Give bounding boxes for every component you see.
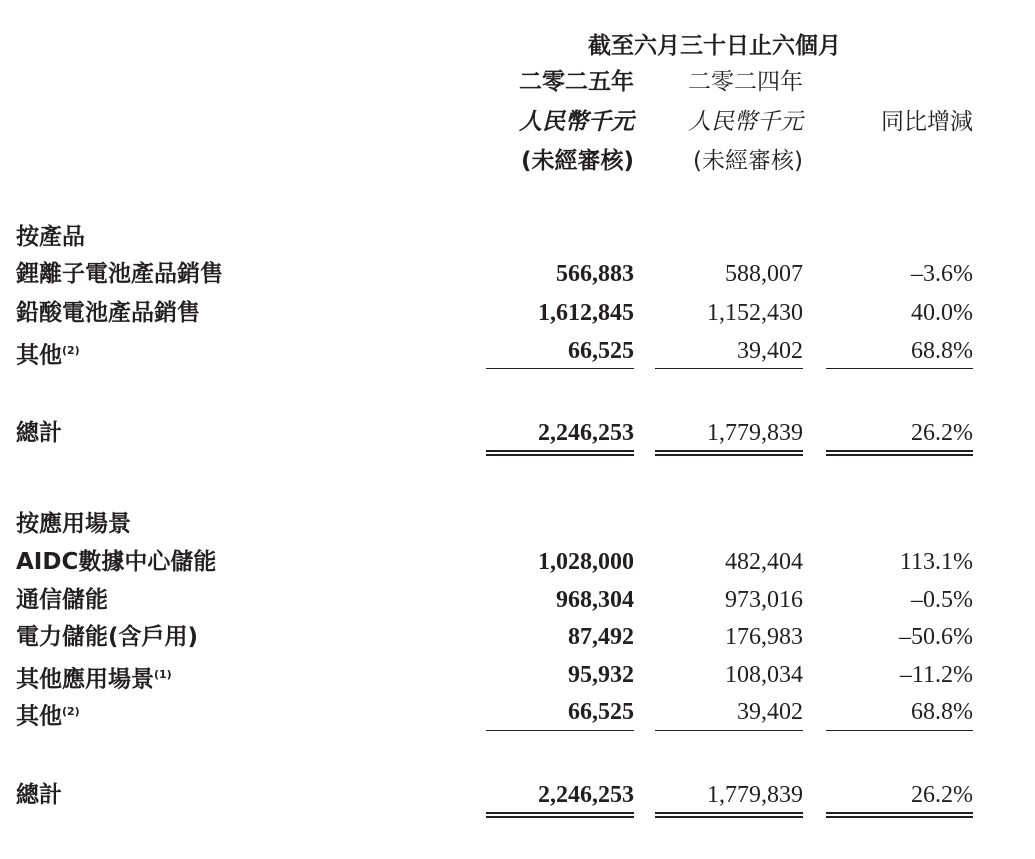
row-label: 鉛酸電池產品銷售 xyxy=(16,300,200,326)
value-2025: 968,304 xyxy=(556,587,634,613)
col-2025-audit: (未經審核) xyxy=(520,148,634,174)
total-double-rule xyxy=(655,812,803,818)
value-yoy: –0.5% xyxy=(911,587,973,613)
value-2024: 176,983 xyxy=(725,624,803,650)
row-label xyxy=(16,336,80,371)
value-yoy: 68.8% xyxy=(911,338,973,364)
total-2025: 2,246,253 xyxy=(538,782,634,808)
period-header: 截至六月三十日止六個月 xyxy=(588,33,841,59)
subtotal-rule xyxy=(655,368,803,369)
value-yoy: –11.2% xyxy=(899,662,973,688)
row-label: 鋰離子電池產品銷售 xyxy=(16,261,223,287)
footnote-ref: (1) xyxy=(154,668,172,681)
footnote-ref: (2) xyxy=(62,344,80,357)
col-2024-year: 二零二四年 xyxy=(688,69,803,95)
total-double-rule xyxy=(655,450,803,456)
total-double-rule xyxy=(826,812,973,818)
row-label: 電力儲能(含戶用) xyxy=(16,624,199,650)
col-2025-year: 二零二五年 xyxy=(519,69,634,95)
total-2024: 1,779,839 xyxy=(707,782,803,808)
value-2024: 1,152,430 xyxy=(707,300,803,326)
value-2025: 1,612,845 xyxy=(538,300,634,326)
value-yoy: –50.6% xyxy=(899,624,973,650)
subtotal-rule xyxy=(826,730,973,731)
value-yoy: 40.0% xyxy=(911,300,973,326)
row-label xyxy=(16,697,80,732)
value-2025: 66,525 xyxy=(568,699,634,725)
total-yoy: 26.2% xyxy=(911,420,973,446)
col-yoy-header: 同比增減 xyxy=(881,109,973,135)
footnote-ref: (2) xyxy=(62,705,80,718)
subtotal-rule xyxy=(826,368,973,369)
value-yoy: –3.6% xyxy=(911,261,973,287)
value-2025: 1,028,000 xyxy=(538,549,634,575)
subtotal-rule xyxy=(486,730,634,731)
value-2024: 973,016 xyxy=(725,587,803,613)
col-2024-audit: (未經審核) xyxy=(693,148,803,174)
total-label: 總計 xyxy=(16,782,62,808)
col-2024-unit: 人民幣千元 xyxy=(688,109,803,135)
row-label-text: 其他 xyxy=(16,342,62,369)
row-label: AIDC數據中心儲能 xyxy=(16,549,217,575)
value-2025: 566,883 xyxy=(556,261,634,287)
value-2024: 39,402 xyxy=(737,699,803,725)
value-2024: 482,404 xyxy=(725,549,803,575)
total-yoy: 26.2% xyxy=(911,782,973,808)
value-yoy: 68.8% xyxy=(911,699,973,725)
col-2025-unit: 人民幣千元 xyxy=(519,109,634,135)
total-double-rule xyxy=(826,450,973,456)
row-label-text: 其他應用場景 xyxy=(16,666,154,693)
subtotal-rule xyxy=(655,730,803,731)
row-label: 通信儲能 xyxy=(16,587,108,613)
value-2025: 95,932 xyxy=(568,662,634,688)
total-double-rule xyxy=(486,812,634,818)
value-2024: 108,034 xyxy=(725,662,803,688)
value-2024: 39,402 xyxy=(737,338,803,364)
section-heading-by-product: 按產品 xyxy=(16,224,85,250)
row-label-text: 其他 xyxy=(16,703,62,730)
value-2024: 588,007 xyxy=(725,261,803,287)
total-2025: 2,246,253 xyxy=(538,420,634,446)
value-2025: 66,525 xyxy=(568,338,634,364)
section-heading-by-scenario: 按應用場景 xyxy=(16,511,131,537)
value-2025: 87,492 xyxy=(568,624,634,650)
total-2024: 1,779,839 xyxy=(707,420,803,446)
row-label xyxy=(16,660,172,695)
total-double-rule xyxy=(486,450,634,456)
subtotal-rule xyxy=(486,368,634,369)
total-label: 總計 xyxy=(16,420,62,446)
value-yoy: 113.1% xyxy=(899,549,973,575)
